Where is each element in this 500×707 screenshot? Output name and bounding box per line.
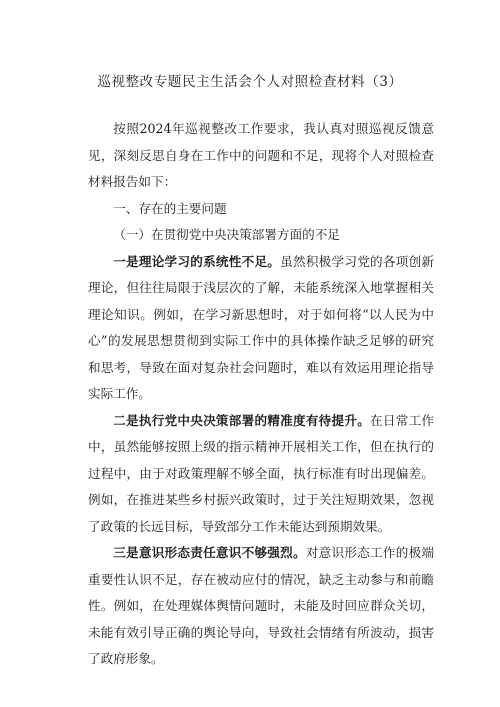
issue-1-lead: 一是理论学习的系统性不足。 <box>113 253 281 269</box>
issue-2-lead: 二是执行党中央决策部署的精准度有待提升。 <box>113 412 371 428</box>
issue-paragraph-3 <box>88 540 434 673</box>
issue-paragraph-1 <box>88 249 434 408</box>
issue-3-body: 对意识形态工作的极端重要性认识不足，存在被动应付的情况，缺乏主动参与和前瞻性。例如，在处理媒体舆情问题时，未能及时回应群众关切，未能有效引导正确的舆论导向，导致社会情绪有所波动，损害了政府形象。 <box>88 545 435 666</box>
subsection-heading: （一）在贯彻党中央决策部署方面的不足 <box>113 227 340 242</box>
intro-paragraph: 按照2024年巡视整改工作要求，我认真对照巡视反馈意见，深刻反思自身在工作中的问题和不足，现将个人对照检查材料报告如下： <box>88 121 434 189</box>
section-heading: 一、存在的主要问题 <box>113 200 227 216</box>
issue-3-lead: 三是意识形态责任意识不够强烈。 <box>113 545 306 560</box>
issue-2-body: 在日常工作中，虽然能够按照上级的指示精神开展相关工作，但在执行的过程中，由于对政策理解不够全面，执行标准有时出现偏差。例如，在推进某些乡村振兴政策时，过于关注短期效果，忽视了政策的长远目标，导致部分工作未能达到预期效果。 <box>88 412 435 534</box>
issue-1-body: 虽然积极学习党的各项创新理论，但往往局限于浅层次的了解，未能系统深入地掌握相关理论知识。例如，在学习新思想时，对于如何将“以人民为中心”的发展思想贯彻到实际工作中的具体操作缺乏足够的研究和思考，导致在面对复杂社会问题时，难以有效运用理论指导实际工作。 <box>88 253 435 401</box>
document-body <box>88 116 434 673</box>
document-title: 巡视整改专题民主生活会个人对照检查材料（3） <box>97 74 403 90</box>
issue-paragraph-2 <box>88 408 434 541</box>
